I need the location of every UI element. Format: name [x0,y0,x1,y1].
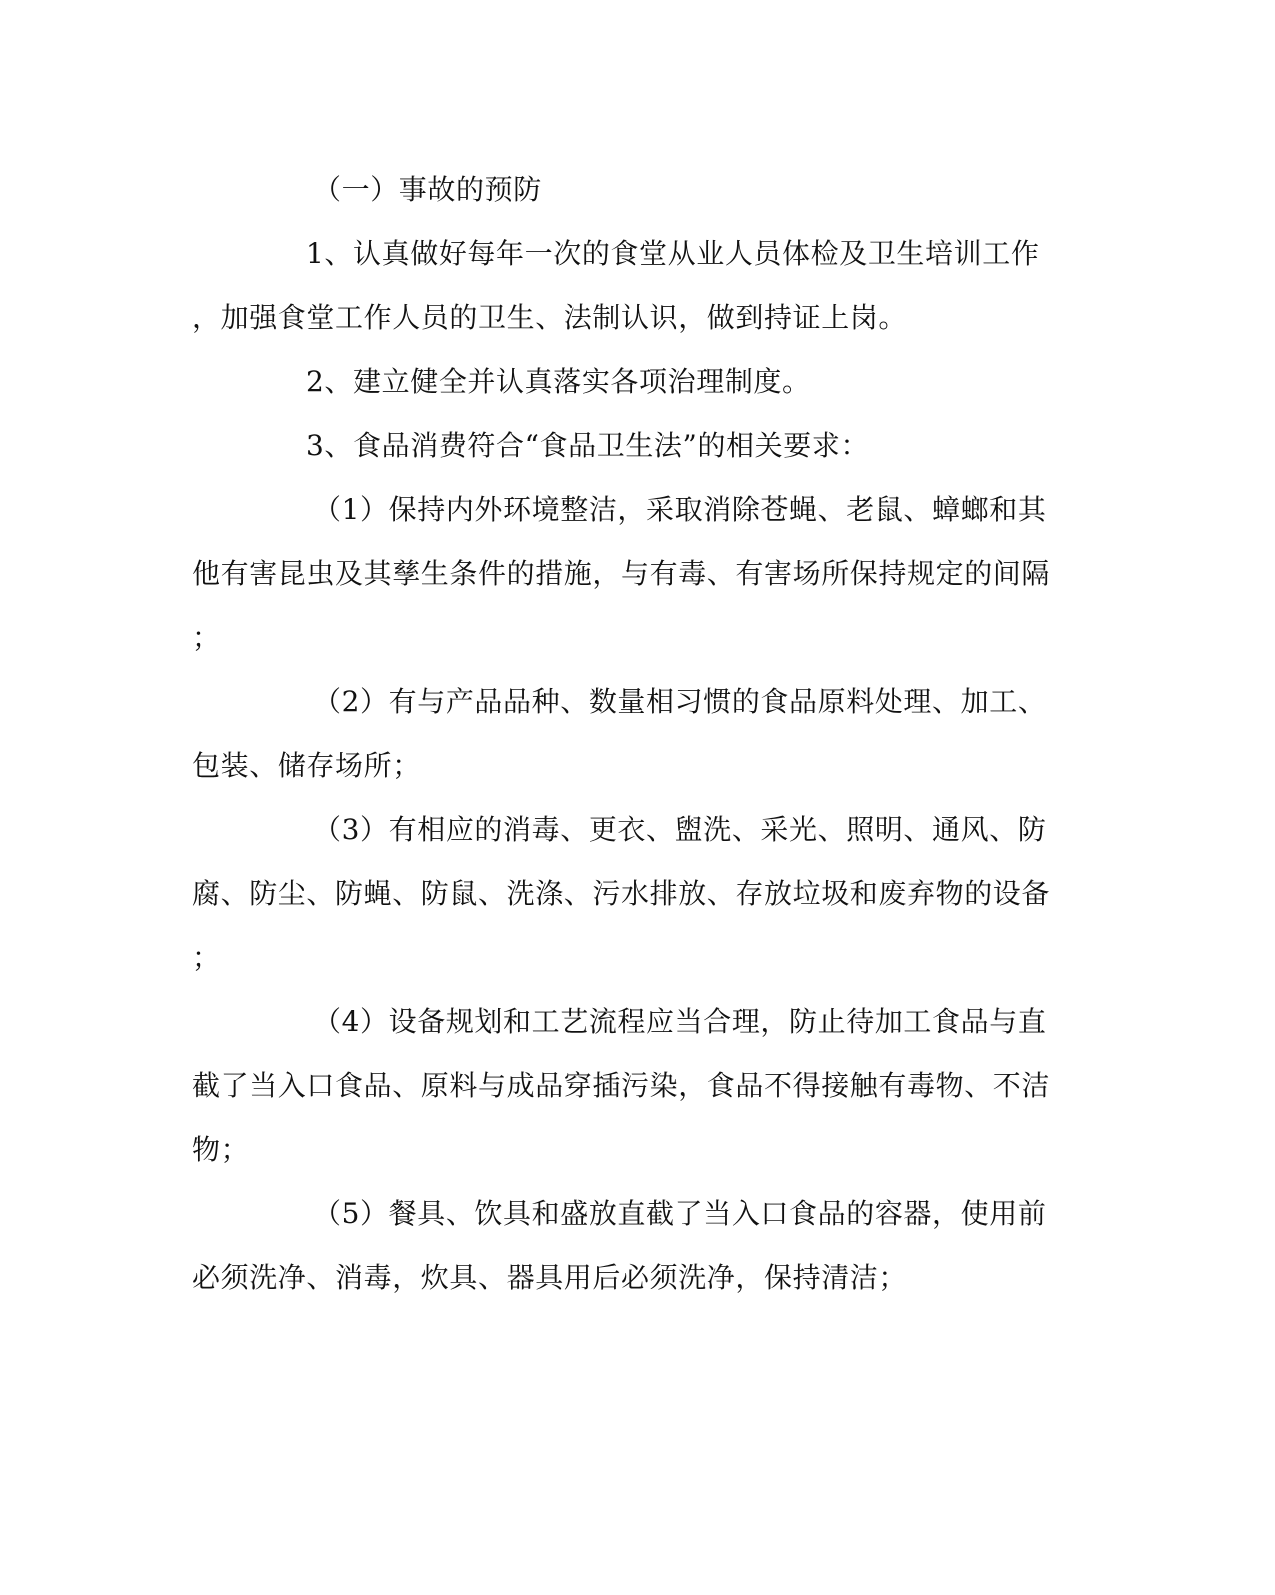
paragraph-line: 3、食品消费符合“食品卫生法”的相关要求： [306,429,870,462]
paragraph-line: 他有害昆虫及其孳生条件的措施，与有毒、有害场所保持规定的间隔 [192,557,1051,590]
paragraph-line: 1、认真做好每年一次的食堂从业人员体检及卫生培训工作 [306,237,1040,270]
paragraph-line: 必须洗净、消毒，炊具、器具用后必须洗净，保持清洁； [192,1261,908,1294]
paragraph-line: （2）有与产品品种、数量相习惯的食品原料处理、加工、 [313,685,1047,718]
paragraph-line: （1）保持内外环境整洁，采取消除苍蝇、老鼠、蟑螂和其 [313,493,1047,526]
paragraph-line: （5）餐具、饮具和盛放直截了当入口食品的容器，使用前 [313,1197,1047,1230]
paragraph-line: 截了当入口食品、原料与成品穿插污染，食品不得接触有毒物、不洁 [192,1069,1051,1102]
paragraph-line: ； [192,621,221,654]
paragraph-line: ，加强食堂工作人员的卫生、法制认识，做到持证上岗。 [192,301,908,334]
paragraph-line: 腐、防尘、防蝇、防鼠、洗涤、污水排放、存放垃圾和废弃物的设备 [192,877,1051,910]
paragraph-line: 包装、储存场所； [192,749,421,782]
paragraph-line: ； [192,941,221,974]
paragraph-line: （4）设备规划和工艺流程应当合理，防止待加工食品与直 [313,1005,1047,1038]
paragraph-line: 物； [192,1133,250,1166]
section-heading: （一）事故的预防 [313,173,542,206]
paragraph-line: 2、建立健全并认真落实各项治理制度。 [306,365,811,398]
paragraph-line: （3）有相应的消毒、更衣、盥洗、采光、照明、通风、防 [313,813,1047,846]
